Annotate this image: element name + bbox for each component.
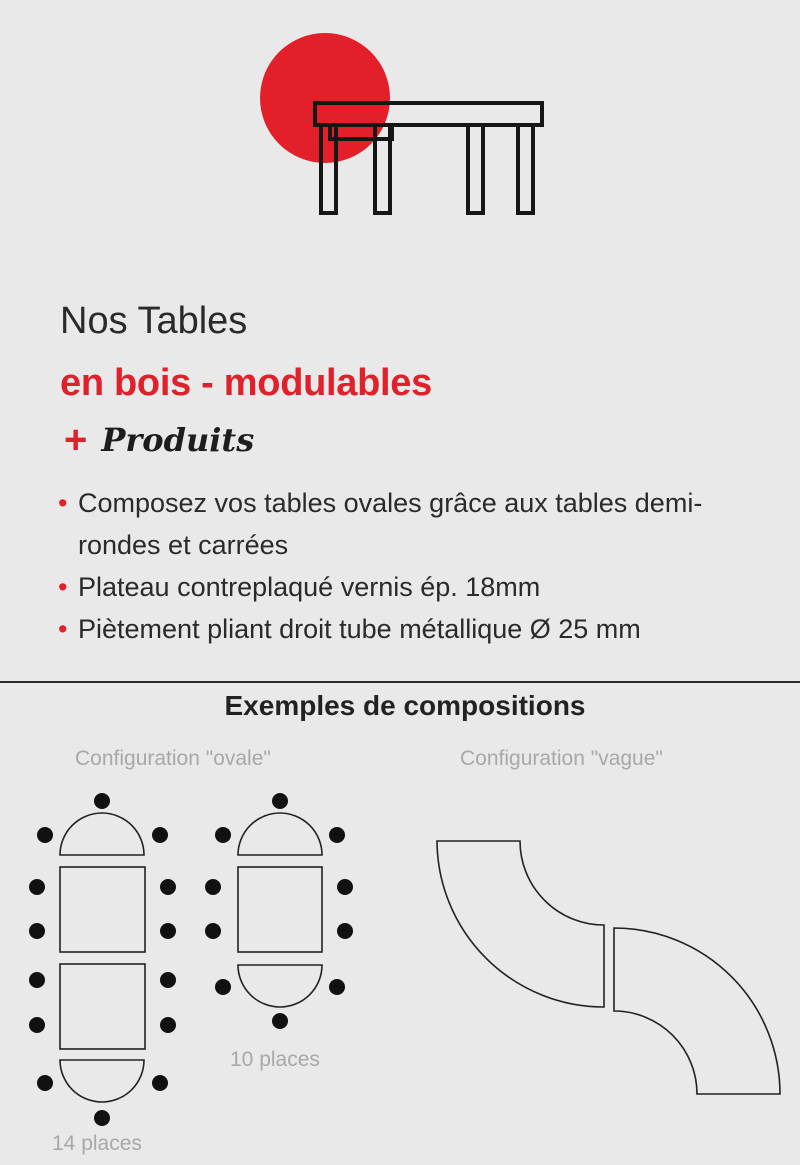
- features-list: [58, 482, 778, 650]
- products-label: Produits: [101, 421, 255, 459]
- seat-dot-icon: [215, 827, 231, 843]
- seat-dot-icon: [272, 1013, 288, 1029]
- seat-dot-icon: [337, 879, 353, 895]
- feature-text: Plateau contreplaqué vernis ép. 18mm: [78, 572, 541, 602]
- seat-dot-icon: [94, 793, 110, 809]
- plus-icon: +: [64, 418, 88, 462]
- table-leg: [518, 125, 533, 213]
- seat-dot-icon: [29, 879, 45, 895]
- feature-item: [58, 608, 778, 650]
- section-divider: [0, 681, 800, 683]
- products-heading: [64, 420, 254, 460]
- seat-dot-icon: [160, 1017, 176, 1033]
- seat-dot-icon: [37, 827, 53, 843]
- feature-item: [58, 566, 778, 608]
- seat-dot-icon: [160, 879, 176, 895]
- feature-text: Composez vos tables ovales grâce aux tables demi-rondes et carrées: [78, 488, 703, 560]
- places-14-label: 14 places: [52, 1132, 142, 1155]
- places-10-label: 10 places: [230, 1048, 320, 1071]
- half-round-table: [60, 813, 144, 855]
- table-icon: [250, 25, 550, 220]
- seat-dot-icon: [94, 1110, 110, 1126]
- quarter-round-table: [437, 841, 604, 1007]
- seat-dot-icon: [29, 972, 45, 988]
- seat-dot-icon: [152, 1075, 168, 1091]
- seat-dot-icon: [152, 827, 168, 843]
- compositions-diagram: [0, 775, 800, 1135]
- seat-dot-icon: [160, 923, 176, 939]
- seat-dot-icon: [205, 923, 221, 939]
- square-table: [60, 867, 145, 952]
- table-leg: [468, 125, 483, 213]
- title-nos-tables: Nos Tables: [60, 300, 248, 342]
- examples-title: Exemples de compositions: [224, 690, 586, 721]
- seat-dot-icon: [272, 793, 288, 809]
- half-round-table: [238, 965, 322, 1007]
- bullet-icon: •: [58, 614, 68, 644]
- config-wave-label: Configuration "vague": [460, 747, 663, 770]
- config-oval-label: Configuration "ovale": [75, 747, 271, 770]
- feature-item: [58, 482, 778, 566]
- square-table: [238, 867, 322, 952]
- quarter-round-table: [614, 928, 780, 1094]
- seat-dot-icon: [329, 979, 345, 995]
- seat-dot-icon: [160, 972, 176, 988]
- seat-dot-icon: [215, 979, 231, 995]
- seat-dot-icon: [329, 827, 345, 843]
- feature-text: Piètement pliant droit tube métallique Ø 25 mm: [78, 614, 641, 644]
- seat-dot-icon: [37, 1075, 53, 1091]
- half-round-table: [60, 1060, 144, 1102]
- half-round-table: [238, 813, 322, 855]
- seat-dot-icon: [205, 879, 221, 895]
- seat-dot-icon: [29, 1017, 45, 1033]
- seat-dot-icon: [29, 923, 45, 939]
- title-subheading: en bois - modulables: [60, 362, 432, 404]
- square-table: [60, 964, 145, 1049]
- red-circle-decoration: [260, 33, 390, 163]
- bullet-icon: •: [58, 488, 68, 518]
- bullet-icon: •: [58, 572, 68, 602]
- seat-dot-icon: [337, 923, 353, 939]
